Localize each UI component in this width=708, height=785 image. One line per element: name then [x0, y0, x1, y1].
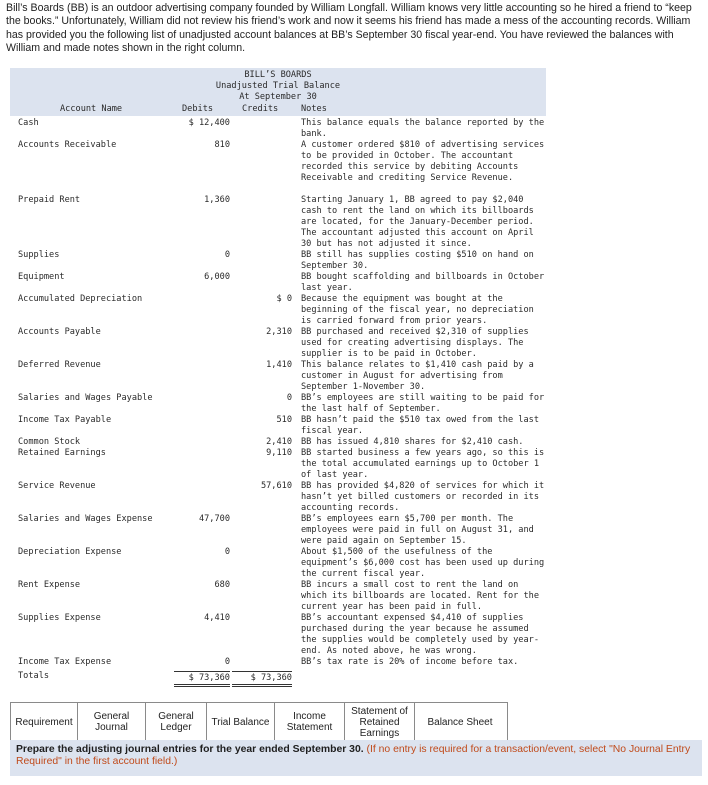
tab-general-ledger[interactable]: General Ledger	[146, 703, 207, 741]
row-note: BB’s employees are still waiting to be paid for the last half of September.	[301, 393, 545, 414]
instruction-panel	[10, 740, 702, 776]
row-note: BB has issued 4,810 shares for $2,410 cash.	[301, 437, 524, 447]
account-name: Rent Expense	[18, 580, 81, 590]
table-row	[10, 437, 546, 448]
account-name: Accounts Payable	[18, 327, 101, 337]
row-note: Because the equipment was bought at the beginning of the fiscal year, no depreciation is carried forward from prior years.	[301, 294, 534, 326]
credit-amount: $ 0	[276, 294, 292, 304]
intro-paragraph: Bill’s Boards (BB) is an outdoor advertising company founded by William Longfall. William knows very little accounting so he hired a friend to “keep the books.” Unfortunately, William did not review his friend’s work and now it seems his friend has made a mess of the accounting records. William has provided you the following list of unadjusted account balances at BB’s September 30 fiscal year-end. You have reviewed the balances with William and made notes shown in the right column.	[6, 2, 692, 55]
totals-label: Totals	[18, 671, 50, 681]
debit-amount: 0	[224, 250, 230, 260]
account-name: Supplies Expense	[18, 613, 101, 623]
credit-amount: 9,110	[266, 448, 292, 458]
account-name: Depreciation Expense	[18, 547, 122, 557]
table-row	[10, 657, 546, 671]
row-note: BB bought scaffolding and billboards in October last year.	[301, 272, 545, 293]
trial-balance-table	[10, 68, 546, 691]
table-row	[10, 140, 546, 195]
table-row	[10, 294, 546, 327]
debit-amount: 47,700	[198, 514, 230, 524]
debit-amount: 1,360	[204, 195, 230, 205]
account-name: Common Stock	[18, 437, 81, 447]
account-name: Income Tax Expense	[18, 657, 112, 667]
tab-bar	[10, 702, 508, 742]
row-note: BB incurs a small cost to rent the land on which its billboards are located. Rent for the current year has been paid in full.	[301, 580, 539, 612]
table-row	[10, 393, 546, 415]
table-row	[10, 272, 546, 294]
account-name: Retained Earnings	[18, 448, 106, 458]
row-note: A customer ordered $810 of advertising services to be provided in October. The accountant recorded this service by debiting Accounts Receivable and crediting Service Revenue.	[301, 140, 545, 183]
instruction-note: (If no entry is required for a transaction/event, select "No Journal Entry Required" in the first account field.)	[16, 744, 691, 768]
column-header-account: Account Name	[60, 104, 123, 114]
row-note: BB’s tax rate is 20% of income before tax.	[301, 657, 519, 667]
account-name: Accounts Receivable	[18, 140, 117, 150]
debit-amount: 680	[214, 580, 230, 590]
credit-amount: 1,410	[266, 360, 292, 370]
debit-amount: 4,410	[204, 613, 230, 623]
account-name: Salaries and Wages Expense	[18, 514, 153, 524]
totals-row	[10, 671, 546, 691]
credit-amount: 57,610	[260, 481, 292, 491]
column-header-debits: Debits	[182, 104, 214, 114]
tab-general-journal[interactable]: General Journal	[78, 703, 146, 741]
column-header-credits: Credits	[242, 104, 279, 114]
statement-title: Unadjusted Trial Balance	[215, 81, 341, 91]
row-note: BB started business a few years ago, so this is the total accumulated earnings up to October 1 of last year.	[301, 448, 545, 480]
table-row	[10, 481, 546, 514]
row-note: BB has provided $4,820 of services for which it hasn’t yet billed customers or recorded in its accounting records.	[301, 481, 545, 513]
credit-amount: 2,410	[266, 437, 292, 447]
total-debits: $ 73,360	[174, 671, 230, 687]
table-row	[10, 613, 546, 657]
table-row	[10, 415, 546, 437]
trial-balance-header	[10, 68, 546, 116]
instruction-text: Prepare the adjusting journal entries for the year ended September 30.	[16, 744, 364, 755]
account-name: Cash	[18, 118, 39, 128]
row-note: BB hasn’t paid the $510 tax owed from the last fiscal year.	[301, 415, 539, 436]
table-row	[10, 580, 546, 613]
account-name: Supplies	[18, 250, 60, 260]
table-row	[10, 118, 546, 140]
row-note: BB purchased and received $2,310 of supplies used for creating advertising displays. The supplier is to be paid in October.	[301, 327, 529, 359]
table-row	[10, 195, 546, 250]
account-name: Deferred Revenue	[18, 360, 101, 370]
account-name: Salaries and Wages Payable	[18, 393, 153, 403]
table-row	[10, 448, 546, 481]
account-name: Income Tax Payable	[18, 415, 112, 425]
table-row	[10, 547, 546, 580]
trial-balance-body	[10, 116, 546, 691]
credit-amount: 0	[286, 393, 292, 403]
tab-balance-sheet[interactable]: Balance Sheet	[415, 703, 505, 741]
tab-requirement[interactable]: Requirement	[11, 703, 78, 741]
row-note: This balance relates to $1,410 cash paid by a customer in August for advertising from September 1-November 30.	[301, 360, 534, 392]
row-note: BB’s accountant expensed $4,410 of supplies purchased during the year because he assumed the supplies would be completely used by year-end. As noted above, he was wrong.	[301, 613, 539, 656]
account-name: Service Revenue	[18, 481, 96, 491]
table-row	[10, 327, 546, 360]
debit-amount: $ 12,400	[188, 118, 230, 128]
table-row	[10, 514, 546, 547]
statement-date: At September 30	[239, 92, 317, 102]
account-name: Equipment	[18, 272, 65, 282]
column-header-notes: Notes	[301, 104, 327, 114]
company-name: BILL’S BOARDS	[244, 70, 312, 80]
tab-statement-of-retained-earnings[interactable]: Statement of Retained Earnings	[345, 703, 415, 741]
row-note: About $1,500 of the usefulness of the equipment’s $6,000 cost has been used up during the current fiscal year.	[301, 547, 545, 579]
debit-amount: 0	[224, 657, 230, 667]
tab-trial-balance[interactable]: Trial Balance	[207, 703, 275, 741]
table-row	[10, 250, 546, 272]
credit-amount: 510	[276, 415, 292, 425]
row-note: BB still has supplies costing $510 on hand on September 30.	[301, 250, 534, 271]
debit-amount: 0	[224, 547, 230, 557]
total-credits: $ 73,360	[232, 671, 292, 687]
account-name: Accumulated Depreciation	[18, 294, 143, 304]
table-row	[10, 360, 546, 393]
tab-income-statement[interactable]: Income Statement	[275, 703, 345, 741]
account-name: Prepaid Rent	[18, 195, 81, 205]
credit-amount: 2,310	[266, 327, 292, 337]
row-note: This balance equals the balance reported by the bank.	[301, 118, 545, 139]
debit-amount: 6,000	[204, 272, 230, 282]
row-note: Starting January 1, BB agreed to pay $2,040 cash to rent the land on which its billboards are located, for the January-December period. The accountant adjusted this account on April 30 but has not adjusted it since.	[301, 195, 534, 249]
debit-amount: 810	[214, 140, 230, 150]
row-note: BB’s employees earn $5,700 per month. The employees were paid in full on August 31, and were paid again on September 15.	[301, 514, 534, 546]
